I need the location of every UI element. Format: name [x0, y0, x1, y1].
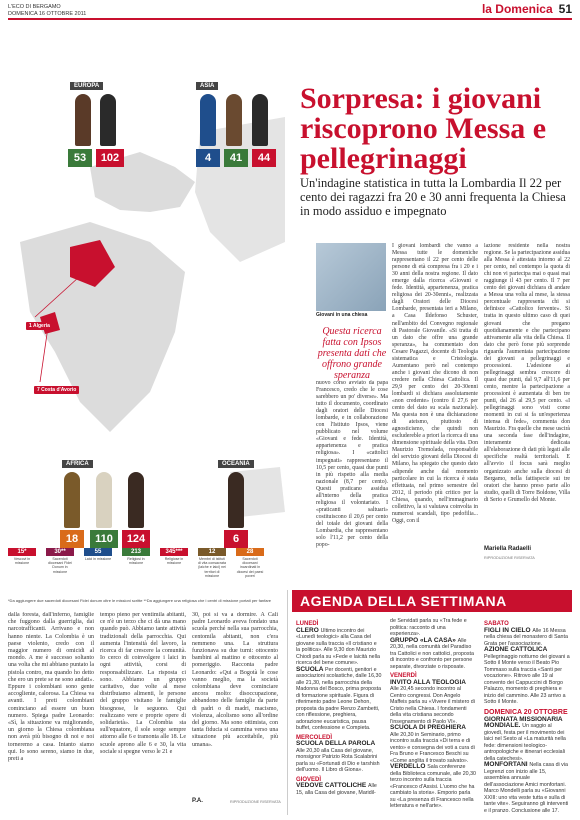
nun-figure-icon — [252, 94, 268, 146]
legend-count: 213 — [122, 548, 150, 556]
article-column-1-text: I giovani lombardi che vanno a Messa tutte le domeniche rappresentano il 22 per cento delle persone di età compresa fra i 20 e i 30 anni della nostra regione. Il dato emerge dalla ricerca «Giovani e fede. Identità, appartenenza, pratica religiosa dei 20-30enni», realizzata dagli Oratori delle Diocesi Lombarde, presentata ieri a Milano, a Casa Ildefonso Schuster, nell'ambito del Convegno regionale di Pastorale Giovanile. «Si tratta di un dato che offre una grande speranza», ha commentato don Cesare Pagazzi, docente di Teologia sistematica e Cristologia. Aumentano però nel contempo anche i giovani che dicono di non credere nella Chiesa Cattolica. Il 29,9 per cento dei 20-30enni lombardi si dichiara assolutamente «non credente» (contro il 27,6 per cento del dato su scala nazionale). Ma questa non è una dichiarazione di ateismo, piuttosto di agnosticismo, che quindi non escludereble a priori la ricerca di una dimensione spirituale della vita. Don Maurizio Tremolada, responsabile del servizio giovani della Diocesi di Milano, ha spiegato che questo dato «dipende anche dal momento particolare in cui la ricerca è stata effettuata, nel primo semestre del 2012, il periodo più critico per la Chiesa, quando, nell'immaginario collettivo, la si valutava coinvolta in numerosi scandali, tipo pedofilia... Oggi, con il — [392, 243, 478, 524]
agenda-entry — [390, 618, 476, 638]
legend-count: 55 — [84, 548, 112, 556]
legend-item — [122, 548, 150, 565]
agenda-entry-text: Alle 15, alla Casa del giovane, Maridil- — [296, 783, 377, 796]
agenda-entry-text: Un saggio al giovedì, festa per il movimento dei laici nel Sesto al «La maturità nella fede: dimensioni teologico-antropologiche e itinerari ecclesiali della catechesi». — [484, 723, 566, 762]
bottom-article-signature: P.A. — [192, 798, 203, 804]
continent-label-europe: EUROPA — [70, 82, 103, 90]
legend-item — [84, 548, 112, 561]
africa-count-religious: 110 — [90, 530, 118, 548]
continent-label-africa: AFRICA — [62, 460, 93, 468]
legend-label: Religiosi in missione — [127, 557, 145, 566]
africa-count-nuns: 124 — [122, 530, 150, 548]
agenda-entry-title: AZIONE CATTOLICA — [484, 646, 548, 653]
agenda-entry-text: Alle 20,30 in Seminario, primo incontro sulla traccia «Di terra e di vento» e consegna dei voti a cura di Fra Bruno e Francesco Beschi su «Come anglita il trovato salvato». — [390, 731, 475, 764]
article-signature: Mariella Radaelli — [484, 546, 532, 552]
bottom-article-column-2: tempo pieno per ventimila abitanti, ce n'è un terzo che ci dà una mano quando può. Abbiamo tante attività tradizionali della parrocchia. Qui aumenta l'intensità del lavoro, la ricerca di far crescere la comunità. Io cerco di coinvolgere i laici in ogni attività, corsi di responsabilizzare. La risposta ci sono. Abbiamo un gruppo caritativo, due volte al mese distribuiamo alimenti, le persone del gruppo visitano le famiglie bisognose, le seguono. Qui realizzano vere e proprie opere di solidarietà». La Colombia sta sull'equatore, il sole sorge sempre attorno alle 6 e tramonta alle 18. Le scuole aprono alle 6 e 30, la vita sociale si spegne verso le 21 e — [100, 612, 186, 755]
photo-caption: Giovani in una chiesa — [316, 312, 368, 318]
agenda-entry — [296, 628, 382, 667]
bottom-article-column-3: 30, poi si va a dormire. A Cali padre Leonardo aveva fondato una scuola perché nella sua parrocchia, centomila abitanti, non c'era nemmeno una. La struttura funzionava su due turni: ottocento bambini al mattino e ottocento al pomeriggio. Racconta padre Leonardo: «Qui a Bogotà le cose vanno meglio, ma la società colombiana deve cominciare ancora molto: disoccupazione, abbandono delle famiglie da parte di padri o di madri, macismo, violenza, alcolismo sono all'ordine del giorno. Ma sono ottimista, con tanta fiducia si cammina verso una situazione più accettabile, più umana». — [192, 612, 278, 748]
article-credit: RIPRODUZIONE RISERVATA — [484, 556, 535, 560]
agenda-column-2 — [390, 618, 476, 810]
agenda-entry-title: INVITO ALLA TEOLOGIA — [390, 678, 466, 686]
agenda-entry — [390, 638, 476, 671]
callout-ivory-coast: 7 Costa d'Avorio — [34, 386, 79, 394]
article-column-3-text: lazione residente nella nostra regione. Se la partecipazione assidua alla Messa è attestata intorno al 22 per cento, nel contempo la quota di chi non vi partecipa mai o quasi mai raggiunge il 43 per cento. Il 7 per cento dei giovani dichiara di andare a Messa una volta al mese, la stessa percentuale rappresenta chi si definisce «Cattolico fervente». Si tratta in questo ultimo caso di quei giovani che pregano quotidianamente e che partecipano attivamente alla vita della Chiesa. Il dato che però forse più sorprende riguarda l'aumentata partecipazione dei giovani a pellegrinaggi e processioni. L'adesione ai pellegrinaggi sembra crescere di quasi due punti, dal 9,7 all'11,6 per cento, mentre la partecipazione a processioni è aumentata di ben tre punti, dal 26 al 29,5 per cento. «I pellegrinaggi sono visti come momenti in cui si fa un'esperienza intensa di fede», commenta don Maurizio. Fra quelle che mese uscirà una seconda fase dell'indagine, interamente dedicata all'elaborazione di dati più legati alle specifiche realtà territoriali. E all'avvio il focus sarà meglio organizzato anche sulla diocesi di Bergamo, nella fattispecie sui tre oratori che hanno preso parte allo studio, quelli di Torre Boldone, Villa di Serio e Grumello del Monte. — [484, 243, 570, 503]
asia-count-religious: 41 — [224, 149, 248, 167]
agenda-entry-title: GIORNATA MISSIONARIA MONDIALE. — [484, 715, 563, 729]
agenda-day: GIOVEDÌ — [296, 776, 322, 783]
layperson-figure-icon — [200, 94, 216, 146]
agenda-entry — [484, 628, 570, 648]
missionary-figure-icon — [64, 472, 80, 528]
agenda-entry-title: SCUOLA DELLA PAROLA — [296, 740, 375, 747]
agenda-entry-text: Alle 20,30, nella comunità del Paradiso tra Cattolici e non cattolici, proposta di incontro e confronto per persone separate, divorziate o risposate. — [390, 637, 474, 670]
legend-label: Religiose in missione — [164, 557, 184, 566]
agenda-entry-text: Per docenti, genitori e associazioni scolastiche, dalle 16,30 alle 21,30, nella parrocchia della Madonna del Bosco, prima proposta di formazione spirituale. Figura di riferimento padre Leone Dehon, proposta da padre Renzo Zambetti, con riflessione, preghiera, adorazione eucaristica, pausa buffet, confessione e Compieta. — [296, 666, 382, 731]
asia-count-nuns: 44 — [252, 149, 276, 167]
agenda-entry — [484, 717, 570, 763]
legend-label: Vescovi in missione — [13, 557, 31, 566]
agenda-entry-text: Ultimo incontro dei «Lunedì teologici» alla Casa del giovane sulla traccia «Il cristiano e la politica». Alle 9,30 don Maurizio Chiodi parla su «Fede e laicità nella ricerca del bene comune». — [296, 627, 380, 666]
article-subheadline: Un'indagine statistica in tutta la Lombardia Il 22 per cento dei ragazzi fra 20 e 30 anni frequenta la Chiesa in modo assiduo e impegnato — [300, 176, 566, 218]
missionary-map — [0, 72, 285, 602]
agenda-entry-title: SCUOLA DI PREGHIERA — [390, 724, 466, 731]
agenda-entry-text: Alle 20,30 alla Casa del giovane, monsignor Patrizio Rota Scalabrini parla su «Fortunati di Dio e tarshish dell'uomo. Il Libro di Giona». — [296, 747, 380, 773]
nun-figure-icon — [100, 94, 116, 146]
legend-note: *Da aggiungere due sacerdoti diocesani Fidei donum oltre le missioni scritte **Da aggiungere una religiosa che i centri di missione portati per fanfare — [8, 598, 272, 603]
agenda-entry-text: Sala conferenze della Biblioteca comunale, alle 20,30 terzo incontro sulla traccia «Francesco d'Assisi. L'uomo che ha cambiato la storia». Emporio parla su «La presenza di Francesco nella letteratura e nell'arte». — [390, 764, 476, 809]
agenda-day: DOMENICA 20 OTTOBRE — [484, 708, 568, 716]
agenda-entry-title: SCUOLA — [296, 665, 326, 673]
asia-count-laity: 4 — [196, 149, 220, 167]
agenda-entry-title: MONFORTANI — [484, 761, 530, 768]
nun-figure-icon — [128, 472, 144, 528]
legend-item — [236, 548, 264, 578]
legend-count: 28 — [236, 548, 264, 556]
oceania-count-nuns: 6 — [224, 530, 248, 548]
legend-count: 12 — [198, 548, 226, 556]
legend-item — [46, 548, 74, 574]
agenda-day: MERCOLEDÌ — [296, 734, 332, 741]
legend-count: 30** — [46, 548, 74, 556]
europe-count-religious: 53 — [68, 149, 92, 167]
nun-figure-icon — [228, 472, 244, 528]
world-map-shape — [0, 72, 285, 542]
agenda-entry — [390, 725, 476, 764]
agenda-entry-text: Pellegrinaggio notturno dei giovani a Sotto il Monte verso il Beato Pio Tommaso sulla traccia «Santi per vocazione». Ritrovo alle 19 al convento dei Cappuccini di Borgo Palazzo, momento di preghiera e inizio del cammino. Alle 23 arrivo a Sotto il Monte. — [484, 653, 570, 705]
continent-label-oceania: OCEANIA — [218, 460, 254, 468]
agenda-entry-title: FIGLI IN CIELO — [484, 626, 533, 634]
agenda-entry-title: VERDELLO — [390, 763, 428, 770]
page-number: 51 — [558, 2, 572, 16]
agenda-header: AGENDA DELLA SETTIMANA — [292, 590, 572, 612]
leader-line-ivory — [40, 327, 48, 382]
missionary-figure-icon — [96, 472, 112, 528]
missionary-figure-icon — [75, 94, 91, 146]
legend-count: 345*** — [160, 548, 188, 556]
agenda-entry — [390, 680, 476, 726]
masthead-info — [8, 4, 86, 18]
agenda-day: LUNEDÌ — [296, 621, 319, 627]
bottom-article-column-1: dalla foresta, dall'inferno, famiglie che fuggono dalla guerriglia, dai narcotrafficanti. Arrivano e non hanno niente. La Colombia è un paese violento, credo con il maggior numero di omicidi al mondo. A me è successo soltanto una volta che mi abbiano puntato la pistola contro, ma quando ho detto che ero un prete se ne sono andati». Eppure i colombiani sono gente accogliente, calorosa. La Chiesa va avanti. I preti colombiani cominciano ad essere un buon numero. Spiega padre Leonardo: «Sì, la situazione va migliorando, un giorno la Chiesa colombiana non avrà più bisogno di noi e noi torneremo a casa. Intanto siamo qui. Io sono sereno, siamo in due, preti a — [8, 612, 94, 763]
legend-item — [198, 548, 226, 578]
agenda-column-1 — [296, 618, 382, 796]
pull-quote: Questa ricerca fatta con Ipsos presenta dati che offrono grande speranza — [317, 326, 387, 381]
agenda-column-3 — [484, 618, 570, 814]
newspaper-name: L'ECO DI BERGAMO — [8, 4, 61, 10]
agenda-day: VENERDÌ — [390, 673, 417, 679]
callout-algeria: 1 Algeria — [26, 322, 53, 330]
article-column-2-text: nuovo corso avviato da papa Francesco, credo che le cose sarebbero un po' diverse». Ma tutto il documento, coordinato dagli oratori delle Diocesi lombarde, e in collaborazione con l'Istituto Ipsos, viene pubblicato nel volume «Giovani e fede. Identità, appartenenza e pratica religiosa». I «cattolici impegnati» rappresentano il 10,5 per cento, quasi due punti in più rispetto alla media nazionale (8,7 per cento). Questi praticano assidua all'interno della pratica religiosa il volontariato. I «praticanti saltuari» costituiscono il 20,6 per cento del totale dei giovani della Lombardia, che rappresentano solo l'11,2 per cento della popo- — [316, 380, 388, 549]
legend-label: Membri di istituti di vita consacrata (laiche e laici) nei territori di missione — [198, 557, 226, 578]
legend-item — [160, 548, 188, 565]
africa-count-priests: 18 — [60, 530, 84, 548]
agenda-entry-text: de Servidati parla su «Tra fede e politica: racconto di una esperienza». — [390, 618, 467, 637]
legend-label: Sacerdoti diocesani Fidei Donum in missione — [48, 557, 72, 574]
issue-date: DOMENICA 16 OTTOBRE 2011 — [8, 11, 87, 17]
article-headline: Sorpresa: i giovani riscoprono Messa e pellegrinaggi — [300, 82, 547, 175]
agenda-entry — [296, 741, 382, 774]
bottom-article-credit: RIPRODUZIONE RISERVATA — [230, 800, 281, 804]
section-name: la Domenica — [481, 2, 553, 16]
agenda-entry — [484, 762, 570, 814]
agenda-entry — [390, 764, 476, 810]
europe-count-nuns: 102 — [96, 149, 124, 167]
agenda-entry — [296, 783, 382, 796]
agenda-entry-text: Alle 16 Messa nella chiesa del monastero di Santa Grata per l'associazione. — [484, 627, 568, 647]
header-rule — [8, 18, 572, 20]
missionary-figure-icon — [226, 94, 242, 146]
agenda-day: SABATO — [484, 621, 509, 627]
article-photo — [316, 243, 386, 311]
agenda-entry-text: Alle 20,45 secondo incontro al Centro congressi. Don Angelo Maffeis parla su «Vivere il mistero di Cristo nella Chiesa. I fondamenti della vita cristiana secondo l'insegnamento di Paolo VI». — [390, 686, 475, 725]
agenda-entry-text: Nella casa di via Legrenzi con inizio alle 15, assemblea annuale dell'associazione Amici monfortani. Marco Mondelli parla su «Giovanni XXIII: uno vita veste tutta e sulla di tante vite». Seguiranno gli interventi e il pranzo. Conclusione alle 17. — [484, 762, 569, 814]
continent-label-asia: ASIA — [196, 82, 218, 90]
agenda-entry-title: CLERO — [296, 626, 321, 634]
agenda-entry-title: VEDOVE CATTOLICHE — [296, 782, 368, 789]
agenda-entry-title: GRUPPO «LA CASA» — [390, 636, 458, 644]
legend-label: Sacerdoti diocesani incardinati in diocesi dei paesi poveri — [236, 557, 264, 578]
section-header — [482, 2, 572, 16]
agenda-entry — [484, 647, 570, 706]
agenda-entry — [296, 667, 382, 732]
legend-item — [8, 548, 36, 565]
legend-label: Laici in missione — [84, 557, 112, 561]
legend-count: 15* — [8, 548, 36, 556]
